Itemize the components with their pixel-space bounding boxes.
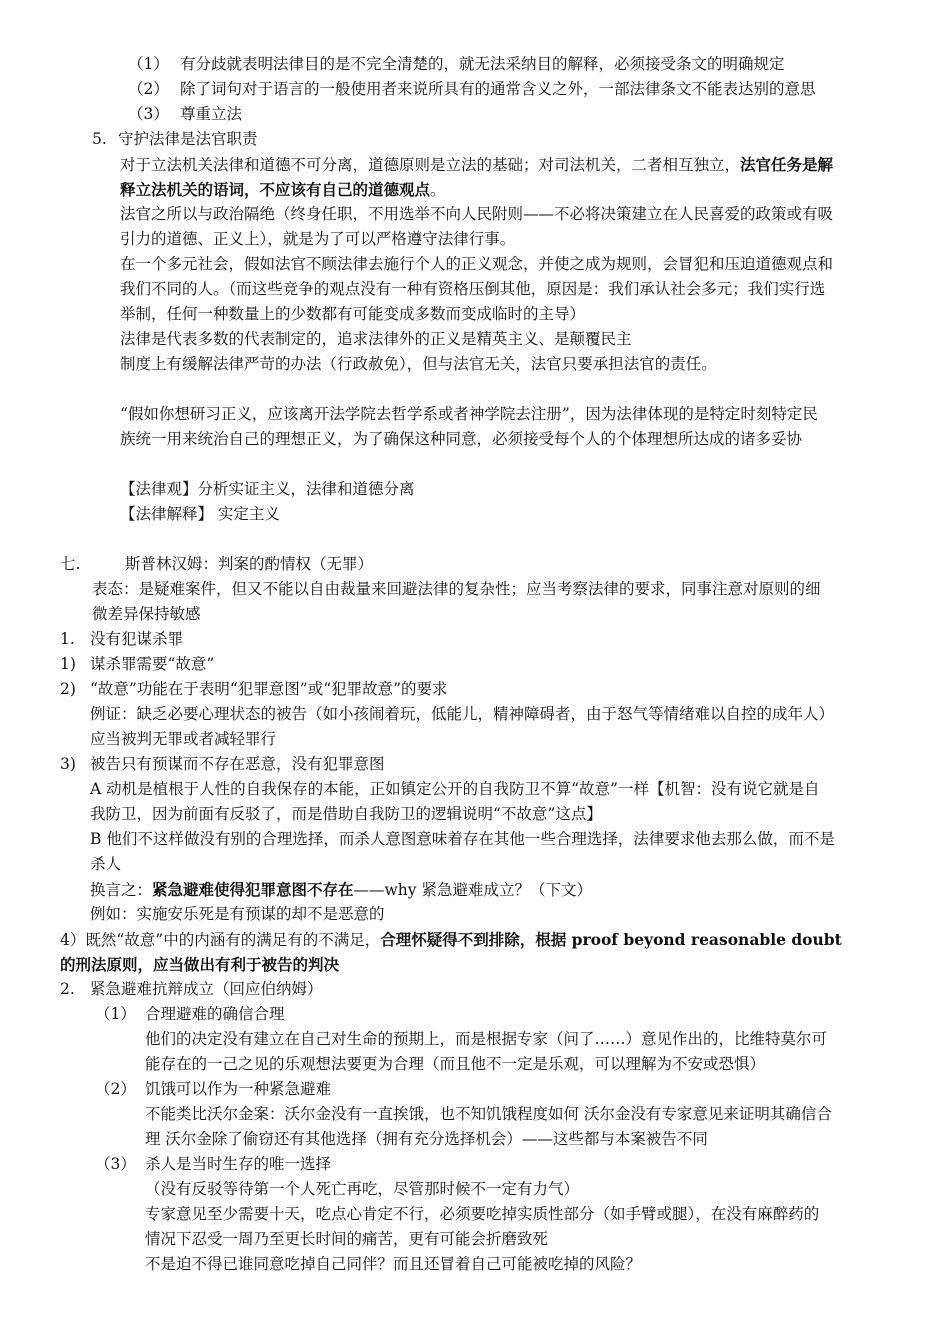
sub-item-text: 尊重立法 bbox=[180, 105, 243, 123]
sub-item-text: 饥饿可以作为一种紧急避难 bbox=[145, 1080, 332, 1098]
paragraph-line: 我们不同的人。（而这些竞争的观点没有一种有资格压倒其他，原因是：我们承认社会多元；我们实行选 bbox=[120, 280, 826, 298]
paragraph-line: 换言之：紧急避难使得犯罪意图不存在——why 紧急避难成立？（下文） bbox=[90, 880, 592, 899]
sub-item-text: 杀人是当时生存的唯一选择 bbox=[145, 1155, 332, 1173]
paragraph-line bbox=[0, 952, 950, 977]
emphasis-text: 释立法机关的语词，不应该有自己的道德观点 bbox=[120, 180, 431, 199]
paragraph-line: 在一个多元社会，假如法官不顾法律去施行个人的正义观念，并使之成为规则，会冒犯和压迫道德观点和 bbox=[120, 255, 834, 273]
paragraph-line: 杀人 bbox=[90, 855, 122, 873]
item-number: 1) bbox=[60, 655, 76, 673]
paragraph-line: 释立法机关的语词，不应该有自己的道德观点。 bbox=[120, 180, 446, 199]
emphasis-text: 的刑法原则，应当做出有利于被告的判决 bbox=[60, 955, 340, 974]
document-page bbox=[0, 52, 950, 1277]
sub-item-number: （2） bbox=[95, 1080, 136, 1098]
paragraph-line: 不是迫不得已谁同意吃掉自己同伴？而且还冒着自己可能被吃掉的风险？ bbox=[145, 1255, 642, 1273]
emphasis-text: 法官任务是解 bbox=[740, 155, 834, 174]
legal-interpretation-tag: 【法律解释】 实定主义 bbox=[120, 505, 280, 523]
list-item-2 bbox=[0, 977, 950, 1002]
paragraph-line: 微差异保持敏感 bbox=[92, 605, 201, 623]
sub-item-number: （1） bbox=[128, 55, 169, 73]
sub-item-2 bbox=[0, 1077, 950, 1102]
paragraph-line: 例证：缺乏必要心理状态的被告（如小孩闹着玩，低能儿，精神障碍者，由于怒气等情绪难以自控的成年人） bbox=[90, 705, 835, 723]
item-number: 3) bbox=[60, 755, 76, 773]
paragraph-line: 不能类比沃尔金案：沃尔金没有一直挨饿，也不知饥饿程度如何 沃尔金没有专家意见来证明其确信合 bbox=[145, 1105, 832, 1123]
paragraph-line: B 他们不这样做没有别的合理选择，而杀人意图意味着存在其他一些合理选择，法律要求他去那么做，而不是 bbox=[90, 830, 835, 848]
sub-item-number: （2） bbox=[128, 80, 169, 98]
paragraph-line: 法官之所以与政治隔绝（终身任职，不用选举不向人民附则——不必将决策建立在人民喜爱的政策或有吸 bbox=[120, 205, 834, 223]
paragraph-line: 应当被判无罪或者减轻罪行 bbox=[90, 730, 277, 748]
paragraph-line: 专家意见至少需要十天，吃点心肯定不行，必须要吃掉实质性部分（如手臂或腿），在没有麻醉药的 bbox=[145, 1205, 820, 1223]
paragraph-line: 举制，任何一种数量上的少数都有可能变成多数而变成临时的主导） bbox=[120, 305, 586, 323]
sub-item-text: 有分歧就表明法律目的是不完全清楚的，就无法采纳目的解释，必须接受条文的明确规定 bbox=[180, 55, 785, 73]
item-text: 被告只有预谋而不存在恶意，没有犯罪意图 bbox=[90, 755, 385, 773]
item-text: 紧急避难抗辩成立（回应伯纳姆） bbox=[90, 980, 323, 998]
sub-item-text: 除了词句对于语言的一般使用者来说所具有的通常含义之外，一部法律条文不能表达别的意思 bbox=[180, 80, 816, 98]
point-title: 守护法律是法官职责 bbox=[118, 130, 258, 148]
sub-point-3 bbox=[0, 752, 950, 777]
sub-item-2 bbox=[0, 77, 950, 102]
sub-item-1 bbox=[0, 1002, 950, 1027]
sub-item-1 bbox=[0, 52, 950, 77]
quote-line: “假如你想研习正义，应该离开法学院去哲学系或者神学院去注册”，因为法律体现的是特定时刻特定民 bbox=[120, 405, 818, 423]
paragraph-line: 情况下忍受一周乃至更长时间的痛苦，更有可能会折磨致死 bbox=[145, 1230, 549, 1248]
sub-item-number: （1） bbox=[95, 1005, 136, 1023]
paragraph-line: 能存在的一己之见的乐观想法要更为合理（而且他不一定是乐观，可以理解为不安或恐惧） bbox=[145, 1055, 766, 1073]
section-title: 斯普林汉姆：判案的酌情权（无罪） bbox=[125, 555, 374, 573]
item-number: 2) bbox=[60, 680, 76, 698]
paragraph-line: 引力的道德、正义上），就是为了可以严格遵守法律行事。 bbox=[120, 230, 516, 248]
sub-item-number: （3） bbox=[128, 105, 169, 123]
sub-point-2 bbox=[0, 677, 950, 702]
emphasis-text: 紧急避难使得犯罪意图不存在 bbox=[152, 880, 354, 899]
section-number: 七. bbox=[60, 555, 81, 573]
section-7-heading bbox=[0, 552, 950, 577]
paragraph-line: 我防卫，因为前面有反驳了，而是借助自我防卫的逻辑说明“不故意”这点】 bbox=[90, 805, 602, 823]
quote-line: 族统一用来统治自己的理想正义，为了确保这种同意，必须接受每个人的个体理想所达成的诸多妥协 bbox=[120, 430, 803, 448]
paragraph-line: 对于立法机关法律和道德不可分离，道德原则是立法的基础；对司法机关，二者相互独立，法官任务是解 bbox=[120, 155, 834, 174]
paragraph-line: 表态：是疑难案件，但又不能以自由裁量来回避法律的复杂性；应当考察法律的要求，同事注意对原则的细 bbox=[92, 580, 821, 598]
paragraph-line: 法律是代表多数的代表制定的，追求法律外的正义是精英主义、是颠覆民主 bbox=[120, 330, 632, 348]
sub-point-1 bbox=[0, 652, 950, 677]
item-text: 没有犯谋杀罪 bbox=[90, 630, 184, 648]
paragraph-line: 理 沃尔金除了偷窃还有其他选择（拥有充分选择机会）——这些都与本案被告不同 bbox=[145, 1130, 708, 1148]
paragraph-line: A 动机是植根于人性的自我保存的本能，正如镇定公开的自我防卫不算“故意”一样【机智：没有说它就是自 bbox=[90, 780, 820, 798]
item-text: 谋杀罪需要“故意” bbox=[90, 655, 215, 673]
item-text: “故意”功能在于表明“犯罪意图”或“犯罪故意”的要求 bbox=[90, 680, 448, 698]
item-number: 2. bbox=[60, 980, 75, 998]
legal-view-tag: 【法律观】分析实证主义，法律和道德分离 bbox=[120, 480, 415, 498]
sub-item-text: 合理避难的确信合理 bbox=[145, 1005, 285, 1023]
paragraph-line: （没有反驳等待第一个人死亡再吃，尽管那时候不一定有力气） bbox=[145, 1180, 580, 1198]
paragraph-line: 制度上有缓解法律严苛的办法（行政赦免），但与法官无关，法官只要承担法官的责任。 bbox=[120, 355, 717, 373]
paragraph-line: 他们的决定没有建立在自己对生命的预期上，而是根据专家（问了……）意见作出的，比维特莫尔可 bbox=[145, 1030, 828, 1048]
list-item-1 bbox=[0, 627, 950, 652]
sub-item-3 bbox=[0, 102, 950, 127]
point-5-heading bbox=[0, 127, 950, 152]
sub-item-number: （3） bbox=[95, 1155, 136, 1173]
paragraph-line: 例如：实施安乐死是有预谋的却不是恶意的 bbox=[90, 905, 385, 923]
emphasis-text: 合理怀疑得不到排除，根据 proof beyond reasonable doubt bbox=[380, 930, 842, 949]
sub-item-3 bbox=[0, 1152, 950, 1177]
item-number: 1. bbox=[60, 630, 75, 648]
point-number: 5. bbox=[92, 130, 107, 148]
sub-point-4: 4）既然“故意”中的内涵有的满足有的不满足，合理怀疑得不到排除，根据 proof beyond reasonable doubt bbox=[60, 930, 842, 949]
